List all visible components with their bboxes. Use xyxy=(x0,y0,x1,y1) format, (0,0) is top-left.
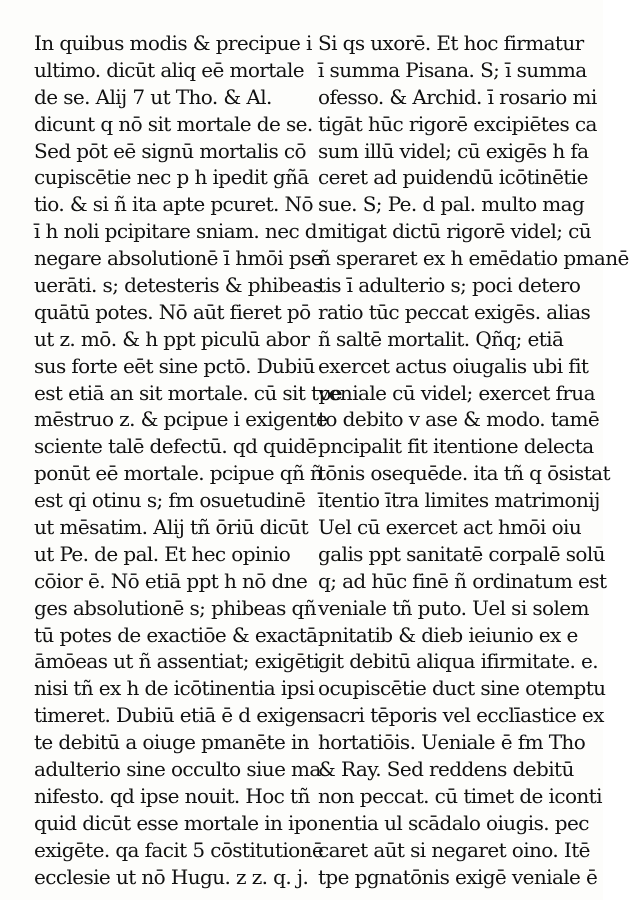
text-line: In quibus modis & precipue i xyxy=(34,31,312,55)
text-line: timeret. Dubiū etiā ē d exigen xyxy=(34,703,320,728)
text-line: & Ray. Sed reddens debitū xyxy=(318,757,574,782)
text-line: āmōeas ut ñ assentiat; exigēti xyxy=(34,649,320,674)
text-line: ut z. mō. & h ppt piculū abor xyxy=(34,326,310,351)
text-line: ultimo. dicūt aliq eē mortale xyxy=(34,57,305,82)
text-line: caret aūt si negaret oino. Itē xyxy=(318,837,590,862)
text-line: ñ saltē mortalit. Qñq; etiā xyxy=(318,326,564,351)
text-line: tōnis osequēde. ita tñ q ōsistat xyxy=(318,461,610,486)
text-line: quid dicūt esse mortale in ipo xyxy=(34,810,318,835)
text-line: cupiscētie nec p h ipedit gñā xyxy=(34,165,309,190)
text-line: veniale tñ puto. Uel si solem xyxy=(318,595,589,620)
text-line: negare absolutionē ī hmōi pse xyxy=(34,246,322,271)
text-line: nisi tñ ex h de icōtinentia ipsi xyxy=(34,676,315,701)
text-line: exercet actus oiugalis ubi fit xyxy=(318,353,589,378)
text-line: ceret ad puidendū icōtinētie xyxy=(318,165,588,190)
text-line: ītentio ītra limites matrimonij xyxy=(318,488,600,513)
text-line: ut Pe. de pal. Et hec opinio xyxy=(34,541,291,566)
text-line: git debitū aliqua ifirmitate. e. xyxy=(318,649,599,674)
text-line: nifesto. qd ipse nouit. Hoc tñ xyxy=(34,783,310,808)
text-line: q; ad hūc finē ñ ordinatum est xyxy=(318,568,607,593)
text-line: to debito v ase & modo. tamē xyxy=(318,407,600,432)
text-line: de se. Alij 7 ut Tho. & Al. xyxy=(34,84,272,109)
text-line: sacri tēporis vel ecclīastice ex xyxy=(318,703,604,728)
text-line: mitigat dictū rigorē videl; cū xyxy=(318,219,592,244)
text-line: ratio tūc peccat exigēs. alias xyxy=(318,299,591,324)
right-text-column xyxy=(318,30,629,891)
text-line: ut mēsatim. Alij tñ ōriū dicūt xyxy=(34,515,309,540)
text-line: adulterio sine occulto siue ma xyxy=(34,757,321,782)
text-line: sum illū videl; cū exigēs h fa xyxy=(318,138,589,163)
text-line: cōior ē. Nō etiā ppt h nō dne xyxy=(34,568,308,593)
text-line: te debitū a oiuge pmanēte in xyxy=(34,730,310,755)
text-line: ñ speraret ex h emēdatio pmanē xyxy=(318,246,629,271)
text-line: mēstruo z. & pcipue i exigente xyxy=(34,407,328,432)
text-line: uerāti. s; detesteris & phibeas xyxy=(34,273,323,298)
text-line: ī h noli pcipitare sniam. nec d xyxy=(34,219,318,244)
text-line: ofesso. & Archid. ī rosario mi xyxy=(318,84,597,109)
text-line: hortatiōis. Ueniale ē fm Tho xyxy=(318,730,586,755)
text-line: ī summa Pisana. S; ī summa xyxy=(318,57,587,82)
text-line: nentia ul scādalo oiugis. pec xyxy=(318,810,589,835)
text-line: dicunt q nō sit mortale de se. xyxy=(34,111,313,136)
text-line: ges absolutionē s; phibeas qñ xyxy=(34,595,317,620)
text-line: sue. S; Pe. d pal. multo mag xyxy=(318,192,585,217)
text-line: sus forte eēt sine pctō. Dubiū xyxy=(34,353,315,378)
text-line: veniale cū videl; exercet frua xyxy=(318,380,595,405)
text-line: Sed pōt eē signū mortalis cō xyxy=(34,138,306,163)
text-line: pnitatib & dieb ieiunio ex e xyxy=(318,622,578,647)
text-line: pncipalit fit itentione delecta xyxy=(318,434,594,459)
text-line: ecclesie ut nō Hugu. z z. q. j. xyxy=(34,864,309,889)
text-line: tū potes de exactiōe & exactā xyxy=(34,622,318,647)
text-line: exigēte. qa facit 5 cōstitutionē xyxy=(34,837,324,862)
text-line: Si qs uxorē. Et hoc firmatur xyxy=(318,31,584,55)
text-line: galis ppt sanitatē corpalē solū xyxy=(318,541,605,566)
text-line: tigāt hūc rigorē excipiētes ca xyxy=(318,111,597,136)
text-line: est qi otinu s; fm osuetudinē xyxy=(34,488,306,513)
left-text-column xyxy=(34,30,342,891)
text-line: ponūt eē mortale. pcipue qñ ñ xyxy=(34,461,323,486)
text-line: est etiā an sit mortale. cū sit tpe xyxy=(34,380,342,405)
text-line: Uel cū exercet act hmōi oiu xyxy=(318,515,582,540)
text-line: tio. & si ñ ita apte pcuret. Nō xyxy=(34,192,313,217)
text-line: tis ī adulterio s; poci detero xyxy=(318,273,581,298)
text-line: tpe pgnatōnis exigē veniale ē xyxy=(318,864,598,889)
text-line: non peccat. cū timet de iconti xyxy=(318,783,602,808)
text-line: ocupiscētie duct sine otemptu xyxy=(318,676,606,701)
text-line: quātū potes. Nō aūt fieret pō xyxy=(34,299,311,324)
text-line: sciente talē defectū. qd quidē xyxy=(34,434,317,459)
